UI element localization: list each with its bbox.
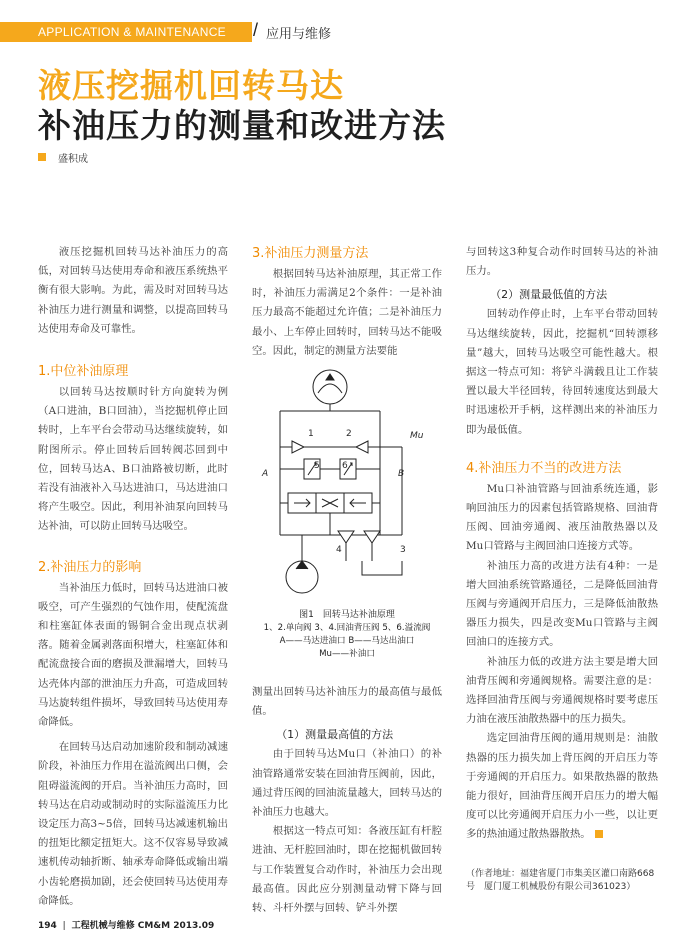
text-column-2 <box>252 243 442 361</box>
page-footer <box>38 918 214 931</box>
label-back-pressure-4: 4 <box>336 545 342 555</box>
text-column-2-lower <box>252 683 442 918</box>
paragraph: 以回转马达按顺时针方向旋转为例（A口进油，B口回油），当挖掘机停止回转时，上车平台会带动马达继续旋转，如附图所示。停止回转后回转阀芯回到中位，回转马达A、B口油路被切断，此时若没有油液补入马达进油口，马达进油口将产生吸空。因此，利用补油泵向回转马达补油，可以防止回转马达吸空。 <box>38 386 228 533</box>
text-column-3 <box>466 243 658 845</box>
paragraph: 根据这一特点可知：各液压缸有杆腔进油、无杆腔回油时，即在挖掘机做回转与工作装置复合动作时，补油压力会出现最高值。因此应分别测量动臂下降与回转、斗杆外摆与回转、铲斗外摆 <box>252 825 442 915</box>
paragraph: 根据回转马达补油原理，其正常工作时，补油压力需满足2个条件：一是补油压力最高不能超过允许值；二是补油压力最小、上车停止回转时，回转马达不能吸空。因此，制定的测量方法要能 <box>252 268 442 357</box>
figure-caption-line2: A——马达进油口 B——马达出油口 <box>279 636 415 646</box>
paragraph: 补油压力高的改进方法有4种：一是增大回油系统管路通径，二是降低回油背压阀与旁通阀开启压力，三是降低油散热器压力损失，四是改变Mu口管路与主阀回油口的连接方式。 <box>466 559 658 649</box>
section-heading-1: 1.中位补油原理 <box>38 364 129 380</box>
paragraph: 当补油压力低时，回转马达进油口被吸空，可产生强烈的气蚀作用，使配流盘和柱塞缸体表面的锡铜合金出现点状剥落。随着金属剥落面积增大，柱塞缸体和配流盘接合面的磨损及泄漏增大，回转马达壳体内部的泄油压力升高，可造成回转马达旋转组件损坏，导致回转马达使用寿命降低。 <box>38 581 228 729</box>
subsection-heading-2: （2）测量最低值的方法 <box>490 288 608 302</box>
paragraph: 由于回转马达Mu口（补油口）的补油管路通常安装在回油背压阀前，因此，通过背压阀的回油流量越大，回转马达的补油压力也越大。 <box>252 748 442 819</box>
footer-separator: | <box>62 921 66 931</box>
author-marker-icon <box>38 153 46 161</box>
section-heading-2: 2.补油压力的影响 <box>38 559 142 575</box>
subsection-heading-1: （1）测量最高值的方法 <box>276 728 394 742</box>
section-label-cn: 应用与维修 <box>266 27 332 42</box>
label-check-valve-1: 1 <box>308 429 314 439</box>
label-port-b: B <box>398 469 405 479</box>
paragraph: 回转动作停止时，上车平台带动回转马达继续旋转，因此，挖掘机“回转漂移量”越大，回转马达吸空可能性越大。根据这一特点可知：将铲斗满载且让工作装置以最大半径回转，待回转速度达到最大时迅速松开手柄，这样测出来的补油压力即为最低值。 <box>466 308 658 436</box>
figure-caption-line3: Mu——补油口 <box>319 649 375 659</box>
article-title-line1: 液压挖掘机回转马达 <box>38 66 344 105</box>
paragraph: 测量出回转马达补油压力的最高值与最低值。 <box>252 686 442 718</box>
figure-caption-line1: 1、2.单向阀 3、4.回油背压阀 5、6.溢流阀 <box>263 623 431 633</box>
paragraph-text: 选定回油背压阀的通用规则是：油散热器的压力损失加上背压阀的开启压力等于旁通阀的开启压力。如果散热器的散热能力很好，回油背压阀开启压力的增大幅度可以比旁通阀开启压力小一些，以让更多的热油通过散热器散热。 <box>466 732 658 841</box>
label-relief-valve-5: 5 <box>314 461 320 471</box>
section-slash: / <box>253 20 259 40</box>
paragraph <box>466 729 658 844</box>
paragraph: 在回转马达启动加速阶段和制动减速阶段，补油压力作用在溢流阀出口侧，会阻碍溢流阀的开启。当补油压力高时，回转马达在启动或制动时的实际溢流压力比设定压力高3~5倍，回转马达减速机输出的扭矩比额定扭矩大。这不仅容易导致减速机传动轴折断、轴承寿命降低或输出端小齿轮磨损加剧，还会使回转马达使用寿命降低。 <box>38 741 228 907</box>
section-heading-3: 3.补油压力测量方法 <box>252 246 369 261</box>
paragraph: 补油压力低的改进方法主要是增大回油背压阀和旁通阀规格。需要注意的是：选择回油背压阀与旁通阀规格时要考虑压力油在液压油散热器中的压力损失。 <box>466 655 658 726</box>
label-port-mu: Mu <box>410 431 424 441</box>
hydraulic-schematic <box>252 365 442 605</box>
label-back-pressure-3: 3 <box>400 545 406 555</box>
figure-hydraulic-diagram <box>252 365 442 677</box>
journal-name: 工程机械与维修 CM&M 2013.09 <box>71 921 215 931</box>
paragraph: Mu口补油管路与回油系统连通，影响回油压力的因素包括管路规格、回油背压阀、回油旁通阀、液压油散热器以及Mu口管路与主阀回油口连接方式等。 <box>466 482 658 553</box>
label-check-valve-2: 2 <box>346 429 352 439</box>
intro-paragraph: 液压挖掘机回转马达补油压力的高低，对回转马达使用寿命和液压系统热平衡有很大影响。为此，需及时对回转马达补油压力进行测量和调整，以提高回转马达使用寿命及可靠性。 <box>38 246 228 335</box>
label-port-a: A <box>262 469 269 479</box>
section-heading-4: 4.补油压力不当的改进方法 <box>466 460 622 476</box>
article-end-icon <box>595 830 603 838</box>
author-name: 盛积成 <box>58 154 88 165</box>
label-relief-valve-6: 6 <box>342 461 348 471</box>
article-title-line2: 补油压力的测量和改进方法 <box>38 106 446 145</box>
paragraph: 与回转这3种复合动作时回转马达的补油压力。 <box>466 246 658 278</box>
section-label-en: APPLICATION & MAINTENANCE <box>38 25 226 39</box>
author-address: （作者地址：福建省厦门市集美区灌口南路668号 厦门厦工机械股份有限公司361023） <box>466 869 655 892</box>
figure-caption-title: 图1 回转马达补油原理 <box>299 610 395 620</box>
text-column-1 <box>38 243 228 911</box>
page-number: 194 <box>38 921 57 931</box>
